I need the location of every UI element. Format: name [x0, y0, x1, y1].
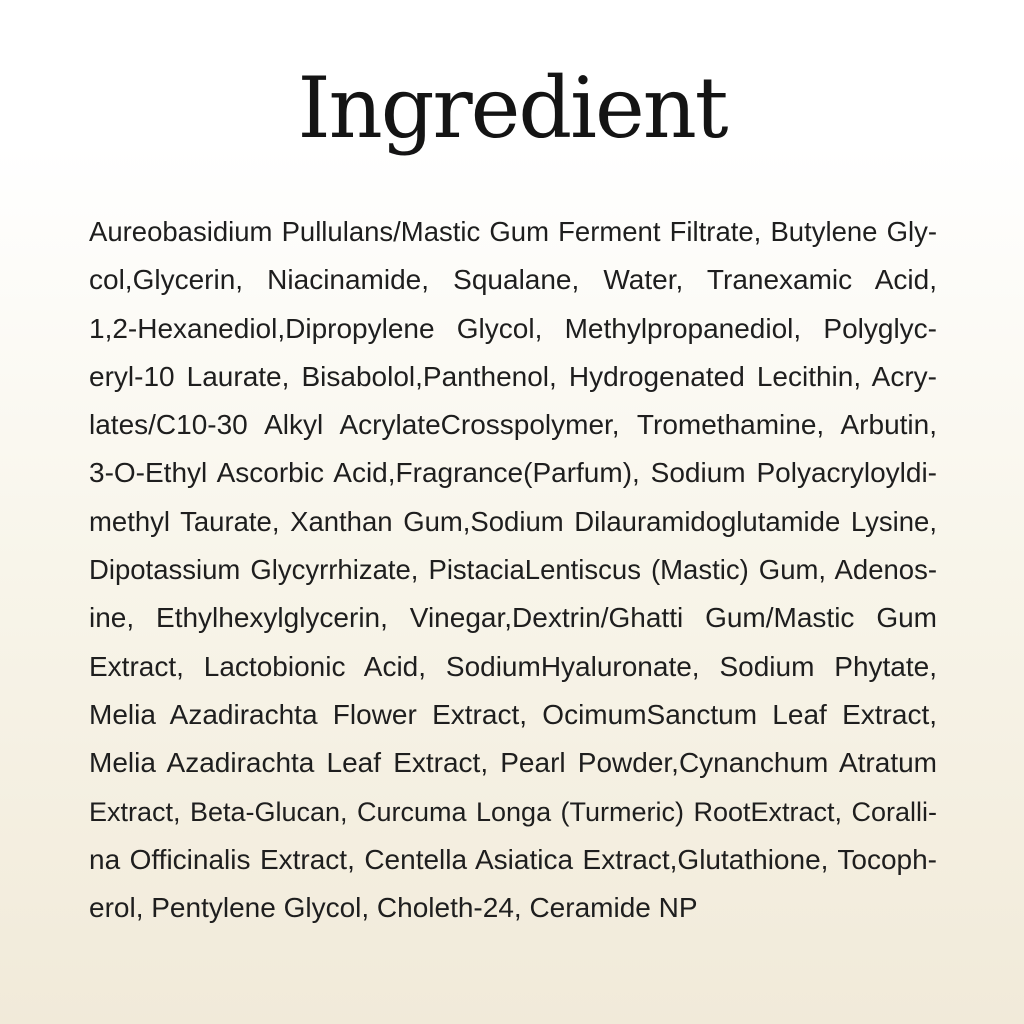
ingredient-line: Aureobasidium Pullulans/Mastic Gum Ferment Filtrate, Butylene Gly- — [89, 216, 937, 247]
ingredient-line: Extract, Lactobionic Acid, SodiumHyaluronate, Sodium Phytate, — [89, 650, 937, 682]
ingredient-line: lates/C10-30 Alkyl AcrylateCrosspolymer, Tromethamine, Arbutin, — [89, 409, 937, 441]
page-title: Ingredient — [297, 59, 727, 157]
ingredient-line: Dipotassium Glycyrrhizate, PistaciaLentiscus (Mastic) Gum, Adenos- — [89, 554, 937, 586]
ingredient-line: ine, Ethylhexylglycerin, Vinegar,Dextrin/Ghatti Gum/Mastic Gum — [89, 602, 937, 634]
ingredient-line: methyl Taurate, Xanthan Gum,Sodium Dilauramidoglutamide Lysine, — [89, 505, 937, 537]
ingredient-list — [89, 208, 937, 932]
ingredient-line: 3-O-Ethyl Ascorbic Acid,Fragrance(Parfum), Sodium Polyacryloyldi- — [89, 457, 937, 489]
ingredient-line: eryl-10 Laurate, Bisabolol,Panthenol, Hydrogenated Lecithin, Acry- — [89, 360, 937, 392]
ingredient-line: na Officinalis Extract, Centella Asiatica Extract,Glutathione, Tocoph- — [89, 843, 937, 875]
ingredient-line: Melia Azadirachta Leaf Extract, Pearl Powder,Cynanchum Atratum — [89, 747, 937, 779]
ingredient-line: col,Glycerin, Niacinamide, Squalane, Water, Tranexamic Acid, — [89, 264, 937, 296]
ingredient-line: Melia Azadirachta Flower Extract, OcimumSanctum Leaf Extract, — [89, 698, 937, 730]
ingredient-line: 1,2-Hexanediol,Dipropylene Glycol, Methylpropanediol, Polyglyc- — [89, 312, 937, 344]
ingredient-line: erol, Pentylene Glycol, Choleth-24, Ceramide NP — [89, 892, 698, 924]
ingredient-line: Extract, Beta-Glucan, Curcuma Longa (Turmeric) RootExtract, Coralli- — [89, 796, 937, 827]
